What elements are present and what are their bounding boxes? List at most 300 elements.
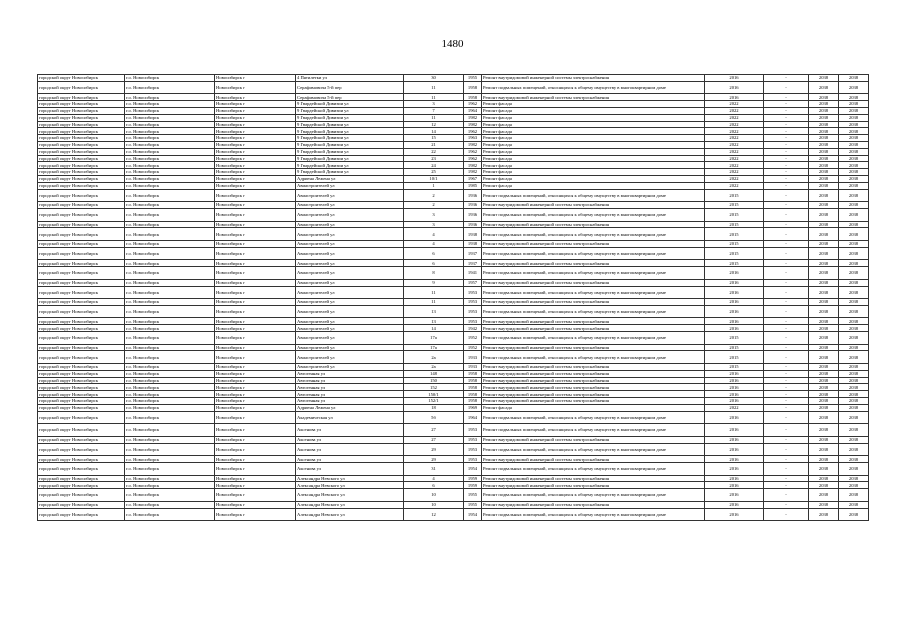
settlement-cell: г.о. Новосибирск: [125, 267, 215, 280]
year-built-cell: 1954: [464, 463, 482, 476]
house-number-cell: 11: [404, 286, 464, 299]
city-cell: Новосибирск г: [215, 370, 296, 377]
blank-cell: -: [764, 501, 809, 508]
house-number-cell: 152/1: [404, 398, 464, 405]
settlement-cell: г.о. Новосибирск: [125, 463, 215, 476]
city-cell: Новосибирск г: [215, 247, 296, 260]
house-number-cell: 15: [404, 135, 464, 142]
settlement-cell: г.о. Новосибирск: [125, 501, 215, 508]
table-row: [38, 128, 869, 135]
table-row: [38, 404, 869, 411]
year-built-cell: 1957: [464, 279, 482, 286]
table-row: [38, 208, 869, 221]
street-cell: Академическая ул: [296, 411, 404, 424]
city-cell: Новосибирск г: [215, 135, 296, 142]
year-built-cell: 1954: [464, 508, 482, 521]
blank-cell: -: [764, 456, 809, 463]
work-type-cell: Ремонт подвальных помещений, относящихся к общему имуществу в многоквартирном доме: [482, 508, 705, 521]
district-cell: городской округ Новосибирск: [38, 267, 125, 280]
house-number-cell: 3: [404, 208, 464, 221]
house-number-cell: 150: [404, 377, 464, 384]
district-cell: городской округ Новосибирск: [38, 508, 125, 521]
end-year-cell-2: 2038: [839, 398, 869, 405]
blank-cell: -: [764, 391, 809, 398]
end-year-cell: 2038: [809, 424, 839, 437]
planned-year-cell: 2016: [705, 443, 764, 456]
work-type-cell: Ремонт внутридомовой инженерной системы электроснабжения: [482, 240, 705, 247]
blank-cell: -: [764, 114, 809, 121]
district-cell: городской округ Новосибирск: [38, 81, 125, 94]
work-type-cell: Ремонт фасада: [482, 141, 705, 148]
table-row: [38, 101, 869, 108]
end-year-cell-2: 2038: [839, 377, 869, 384]
city-cell: Новосибирск г: [215, 344, 296, 351]
city-cell: Новосибирск г: [215, 475, 296, 482]
street-cell: 9 Гвардейской Дивизии ул: [296, 155, 404, 162]
settlement-cell: г.о. Новосибирск: [125, 305, 215, 318]
end-year-cell-2: 2038: [839, 463, 869, 476]
end-year-cell: 2038: [809, 81, 839, 94]
district-cell: городской округ Новосибирск: [38, 344, 125, 351]
street-cell: Авиастроителей ул: [296, 247, 404, 260]
end-year-cell-2: 2038: [839, 162, 869, 169]
work-type-cell: Ремонт фасада: [482, 404, 705, 411]
work-type-cell: Ремонт подвальных помещений, относящихся к общему имуществу в многоквартирном доме: [482, 489, 705, 502]
end-year-cell: 2038: [809, 221, 839, 228]
table-row: [38, 75, 869, 82]
street-cell: Авиастроителей ул: [296, 364, 404, 371]
house-number-cell: 6: [404, 247, 464, 260]
year-built-cell: 1958: [464, 81, 482, 94]
city-cell: Новосибирск г: [215, 162, 296, 169]
settlement-cell: г.о. Новосибирск: [125, 128, 215, 135]
street-cell: Серафимовича 5-й пер: [296, 94, 404, 101]
table-row: [38, 398, 869, 405]
district-cell: городской округ Новосибирск: [38, 114, 125, 121]
table-row: [38, 364, 869, 371]
year-built-cell: 1964: [464, 107, 482, 114]
blank-cell: -: [764, 318, 809, 325]
year-built-cell: 1982: [464, 162, 482, 169]
house-number-cell: 150/1: [404, 391, 464, 398]
blank-cell: -: [764, 107, 809, 114]
house-number-cell: 2: [404, 189, 464, 202]
settlement-cell: г.о. Новосибирск: [125, 240, 215, 247]
end-year-cell: 2038: [809, 155, 839, 162]
house-number-cell: 14: [404, 128, 464, 135]
year-built-cell: 1962: [464, 155, 482, 162]
district-cell: городской округ Новосибирск: [38, 182, 125, 189]
year-built-cell: 1936: [464, 221, 482, 228]
district-cell: городской округ Новосибирск: [38, 175, 125, 182]
table-row: [38, 81, 869, 94]
city-cell: Новосибирск г: [215, 286, 296, 299]
blank-cell: -: [764, 175, 809, 182]
blank-cell: -: [764, 75, 809, 82]
work-type-cell: Ремонт фасада: [482, 128, 705, 135]
end-year-cell: 2038: [809, 305, 839, 318]
planned-year-cell: 2016: [705, 424, 764, 437]
end-year-cell-2: 2038: [839, 267, 869, 280]
table-row: [38, 482, 869, 489]
end-year-cell-2: 2038: [839, 75, 869, 82]
city-cell: Новосибирск г: [215, 128, 296, 135]
blank-cell: -: [764, 162, 809, 169]
district-cell: городской округ Новосибирск: [38, 305, 125, 318]
end-year-cell-2: 2038: [839, 141, 869, 148]
planned-year-cell: 2022: [705, 128, 764, 135]
street-cell: Александра Невского ул: [296, 482, 404, 489]
work-type-cell: Ремонт подвальных помещений, относящихся к общему имуществу в многоквартирном доме: [482, 81, 705, 94]
settlement-cell: г.о. Новосибирск: [125, 114, 215, 121]
settlement-cell: г.о. Новосибирск: [125, 482, 215, 489]
street-cell: Авиастроителей ул: [296, 260, 404, 267]
house-number-cell: 21: [404, 141, 464, 148]
work-type-cell: Ремонт фасада: [482, 107, 705, 114]
table-row: [38, 221, 869, 228]
work-type-cell: Ремонт подвальных помещений, относящихся к общему имуществу в многоквартирном доме: [482, 267, 705, 280]
planned-year-cell: 2016: [705, 370, 764, 377]
work-type-cell: Ремонт внутридомовой инженерной системы электроснабжения: [482, 377, 705, 384]
end-year-cell: 2038: [809, 208, 839, 221]
work-type-cell: Ремонт внутридомовой инженерной системы электроснабжения: [482, 364, 705, 371]
street-cell: 9 Гвардейской Дивизии ул: [296, 101, 404, 108]
settlement-cell: г.о. Новосибирск: [125, 182, 215, 189]
house-number-cell: 25: [404, 169, 464, 176]
end-year-cell: 2038: [809, 351, 839, 364]
year-built-cell: 1938: [464, 228, 482, 241]
table-row: [38, 135, 869, 142]
settlement-cell: г.о. Новосибирск: [125, 344, 215, 351]
house-number-cell: 3: [404, 221, 464, 228]
district-cell: городской округ Новосибирск: [38, 247, 125, 260]
year-built-cell: 1958: [464, 384, 482, 391]
planned-year-cell: 2016: [705, 391, 764, 398]
house-number-cell: 10/1: [404, 175, 464, 182]
end-year-cell-2: 2038: [839, 508, 869, 521]
street-cell: Аксенова ул: [296, 424, 404, 437]
work-type-cell: Ремонт подвальных помещений, относящихся к общему имуществу в многоквартирном доме: [482, 411, 705, 424]
street-cell: Авиастроителей ул: [296, 189, 404, 202]
end-year-cell-2: 2038: [839, 148, 869, 155]
planned-year-cell: 2022: [705, 404, 764, 411]
street-cell: Аксенова ул: [296, 456, 404, 463]
work-type-cell: Ремонт подвальных помещений, относящихся к общему имуществу в многоквартирном доме: [482, 247, 705, 260]
planned-year-cell: 2022: [705, 162, 764, 169]
planned-year-cell: 2016: [705, 411, 764, 424]
work-type-cell: Ремонт внутридомовой инженерной системы электроснабжения: [482, 344, 705, 351]
planned-year-cell: 2016: [705, 75, 764, 82]
planned-year-cell: 2016: [705, 81, 764, 94]
work-type-cell: Ремонт внутридомовой инженерной системы электроснабжения: [482, 279, 705, 286]
district-cell: городской округ Новосибирск: [38, 101, 125, 108]
settlement-cell: г.о. Новосибирск: [125, 391, 215, 398]
blank-cell: -: [764, 148, 809, 155]
district-cell: городской округ Новосибирск: [38, 391, 125, 398]
city-cell: Новосибирск г: [215, 148, 296, 155]
end-year-cell: 2038: [809, 404, 839, 411]
blank-cell: -: [764, 344, 809, 351]
settlement-cell: г.о. Новосибирск: [125, 155, 215, 162]
end-year-cell-2: 2038: [839, 189, 869, 202]
settlement-cell: г.о. Новосибирск: [125, 247, 215, 260]
end-year-cell-2: 2038: [839, 370, 869, 377]
house-number-cell: 4: [404, 228, 464, 241]
planned-year-cell: 2015: [705, 202, 764, 209]
end-year-cell: 2038: [809, 501, 839, 508]
work-type-cell: Ремонт внутридомовой инженерной системы электроснабжения: [482, 221, 705, 228]
planned-year-cell: 2022: [705, 135, 764, 142]
district-cell: городской округ Новосибирск: [38, 202, 125, 209]
city-cell: Новосибирск г: [215, 443, 296, 456]
year-built-cell: 1933: [464, 364, 482, 371]
settlement-cell: г.о. Новосибирск: [125, 279, 215, 286]
street-cell: Автогенная ул: [296, 398, 404, 405]
house-number-cell: 10: [404, 489, 464, 502]
table-row: [38, 286, 869, 299]
blank-cell: -: [764, 482, 809, 489]
year-built-cell: 1982: [464, 114, 482, 121]
city-cell: Новосибирск г: [215, 228, 296, 241]
blank-cell: -: [764, 351, 809, 364]
blank-cell: -: [764, 332, 809, 345]
blank-cell: -: [764, 128, 809, 135]
street-cell: Александра Невского ул: [296, 501, 404, 508]
settlement-cell: г.о. Новосибирск: [125, 175, 215, 182]
table-row: [38, 279, 869, 286]
blank-cell: -: [764, 404, 809, 411]
house-number-cell: 17а: [404, 332, 464, 345]
city-cell: Новосибирск г: [215, 325, 296, 332]
district-cell: городской округ Новосибирск: [38, 411, 125, 424]
city-cell: Новосибирск г: [215, 489, 296, 502]
end-year-cell: 2038: [809, 391, 839, 398]
table-row: [38, 475, 869, 482]
end-year-cell: 2038: [809, 398, 839, 405]
street-cell: Александра Невского ул: [296, 508, 404, 521]
city-cell: Новосибирск г: [215, 463, 296, 476]
repair-schedule-table: [37, 74, 869, 521]
blank-cell: -: [764, 286, 809, 299]
street-cell: Адриена Лежена ул: [296, 404, 404, 411]
house-number-cell: 10: [404, 501, 464, 508]
end-year-cell-2: 2038: [839, 351, 869, 364]
end-year-cell-2: 2038: [839, 489, 869, 502]
planned-year-cell: 2022: [705, 175, 764, 182]
table-row: [38, 141, 869, 148]
house-number-cell: 29: [404, 456, 464, 463]
district-cell: городской округ Новосибирск: [38, 377, 125, 384]
street-cell: Авиастроителей ул: [296, 318, 404, 325]
end-year-cell: 2038: [809, 94, 839, 101]
city-cell: Новосибирск г: [215, 508, 296, 521]
street-cell: Автогенная ул: [296, 370, 404, 377]
street-cell: 9 Гвардейской Дивизии ул: [296, 169, 404, 176]
work-type-cell: Ремонт внутридомовой инженерной системы электроснабжения: [482, 456, 705, 463]
end-year-cell-2: 2038: [839, 114, 869, 121]
city-cell: Новосибирск г: [215, 221, 296, 228]
blank-cell: -: [764, 247, 809, 260]
settlement-cell: г.о. Новосибирск: [125, 141, 215, 148]
year-built-cell: 1941: [464, 267, 482, 280]
table-row: [38, 456, 869, 463]
table-row: [38, 228, 869, 241]
year-built-cell: 1936: [464, 208, 482, 221]
city-cell: Новосибирск г: [215, 121, 296, 128]
blank-cell: -: [764, 398, 809, 405]
blank-cell: -: [764, 221, 809, 228]
street-cell: Аксенова ул: [296, 443, 404, 456]
city-cell: Новосибирск г: [215, 332, 296, 345]
settlement-cell: г.о. Новосибирск: [125, 332, 215, 345]
city-cell: Новосибирск г: [215, 155, 296, 162]
end-year-cell: 2038: [809, 436, 839, 443]
end-year-cell: 2038: [809, 318, 839, 325]
blank-cell: -: [764, 384, 809, 391]
planned-year-cell: 2015: [705, 364, 764, 371]
street-cell: Авиастроителей ул: [296, 221, 404, 228]
house-number-cell: 11: [404, 94, 464, 101]
work-type-cell: Ремонт внутридомовой инженерной системы электроснабжения: [482, 370, 705, 377]
blank-cell: -: [764, 299, 809, 306]
settlement-cell: г.о. Новосибирск: [125, 286, 215, 299]
year-built-cell: 1955: [464, 501, 482, 508]
house-number-cell: 17а: [404, 344, 464, 351]
planned-year-cell: 2015: [705, 208, 764, 221]
street-cell: Аксенова ул: [296, 436, 404, 443]
planned-year-cell: 2015: [705, 260, 764, 267]
city-cell: Новосибирск г: [215, 114, 296, 121]
end-year-cell: 2038: [809, 489, 839, 502]
blank-cell: -: [764, 370, 809, 377]
settlement-cell: г.о. Новосибирск: [125, 377, 215, 384]
blank-cell: -: [764, 169, 809, 176]
end-year-cell-2: 2038: [839, 482, 869, 489]
table-row: [38, 463, 869, 476]
end-year-cell-2: 2038: [839, 279, 869, 286]
house-number-cell: 18: [404, 404, 464, 411]
blank-cell: -: [764, 182, 809, 189]
street-cell: Александра Невского ул: [296, 475, 404, 482]
work-type-cell: Ремонт фасада: [482, 114, 705, 121]
settlement-cell: г.о. Новосибирск: [125, 148, 215, 155]
work-type-cell: Ремонт внутридомовой инженерной системы электроснабжения: [482, 398, 705, 405]
year-built-cell: 1963: [464, 135, 482, 142]
house-number-cell: 11: [404, 299, 464, 306]
blank-cell: -: [764, 141, 809, 148]
district-cell: городской округ Новосибирск: [38, 75, 125, 82]
house-number-cell: 27: [404, 436, 464, 443]
work-type-cell: Ремонт фасада: [482, 155, 705, 162]
city-cell: Новосибирск г: [215, 398, 296, 405]
city-cell: Новосибирск г: [215, 482, 296, 489]
table-row: [38, 240, 869, 247]
table-row: [38, 344, 869, 351]
table-row: [38, 436, 869, 443]
settlement-cell: г.о. Новосибирск: [125, 135, 215, 142]
end-year-cell-2: 2038: [839, 384, 869, 391]
planned-year-cell: 2016: [705, 318, 764, 325]
table-row: [38, 107, 869, 114]
district-cell: городской округ Новосибирск: [38, 351, 125, 364]
settlement-cell: г.о. Новосибирск: [125, 364, 215, 371]
street-cell: Авиастроителей ул: [296, 240, 404, 247]
district-cell: городской округ Новосибирск: [38, 424, 125, 437]
city-cell: Новосибирск г: [215, 101, 296, 108]
settlement-cell: г.о. Новосибирск: [125, 228, 215, 241]
street-cell: Авиастроителей ул: [296, 279, 404, 286]
end-year-cell: 2038: [809, 148, 839, 155]
settlement-cell: г.о. Новосибирск: [125, 508, 215, 521]
house-number-cell: 8: [404, 267, 464, 280]
city-cell: Новосибирск г: [215, 411, 296, 424]
planned-year-cell: 2016: [705, 489, 764, 502]
end-year-cell-2: 2038: [839, 208, 869, 221]
street-cell: Серафимовича 5-й пер: [296, 81, 404, 94]
planned-year-cell: 2016: [705, 456, 764, 463]
blank-cell: -: [764, 121, 809, 128]
blank-cell: -: [764, 411, 809, 424]
city-cell: Новосибирск г: [215, 299, 296, 306]
work-type-cell: Ремонт фасада: [482, 162, 705, 169]
year-built-cell: 1953: [464, 456, 482, 463]
settlement-cell: г.о. Новосибирск: [125, 404, 215, 411]
house-number-cell: 2: [404, 202, 464, 209]
blank-cell: -: [764, 208, 809, 221]
street-cell: Авиастроителей ул: [296, 332, 404, 345]
work-type-cell: Ремонт внутридомовой инженерной системы электроснабжения: [482, 318, 705, 325]
street-cell: Александра Невского ул: [296, 489, 404, 502]
planned-year-cell: 2016: [705, 501, 764, 508]
street-cell: Авиастроителей ул: [296, 267, 404, 280]
district-cell: городской округ Новосибирск: [38, 489, 125, 502]
end-year-cell-2: 2038: [839, 391, 869, 398]
district-cell: городской округ Новосибирск: [38, 260, 125, 267]
table-row: [38, 247, 869, 260]
house-number-cell: 12: [404, 121, 464, 128]
work-type-cell: Ремонт внутридомовой инженерной системы электроснабжения: [482, 75, 705, 82]
blank-cell: -: [764, 101, 809, 108]
year-built-cell: 1952: [464, 332, 482, 345]
planned-year-cell: 2015: [705, 189, 764, 202]
street-cell: 9 Гвардейской Дивизии ул: [296, 128, 404, 135]
street-cell: Автогенная ул: [296, 391, 404, 398]
work-type-cell: Ремонт подвальных помещений, относящихся к общему имуществу в многоквартирном доме: [482, 189, 705, 202]
table-row: [38, 489, 869, 502]
district-cell: городской округ Новосибирск: [38, 121, 125, 128]
street-cell: Авиастроителей ул: [296, 351, 404, 364]
city-cell: Новосибирск г: [215, 169, 296, 176]
district-cell: городской округ Новосибирск: [38, 221, 125, 228]
table-row: [38, 351, 869, 364]
district-cell: городской округ Новосибирск: [38, 189, 125, 202]
district-cell: городской округ Новосибирск: [38, 155, 125, 162]
year-built-cell: 1953: [464, 318, 482, 325]
year-built-cell: 1985: [464, 182, 482, 189]
city-cell: Новосибирск г: [215, 501, 296, 508]
planned-year-cell: 2022: [705, 148, 764, 155]
city-cell: Новосибирск г: [215, 141, 296, 148]
end-year-cell: 2038: [809, 332, 839, 345]
street-cell: 9 Гвардейской Дивизии ул: [296, 135, 404, 142]
blank-cell: -: [764, 305, 809, 318]
work-type-cell: Ремонт подвальных помещений, относящихся к общему имуществу в многоквартирном доме: [482, 332, 705, 345]
district-cell: городской округ Новосибирск: [38, 384, 125, 391]
end-year-cell-2: 2038: [839, 299, 869, 306]
blank-cell: -: [764, 267, 809, 280]
district-cell: городской округ Новосибирск: [38, 436, 125, 443]
table-row: [38, 332, 869, 345]
